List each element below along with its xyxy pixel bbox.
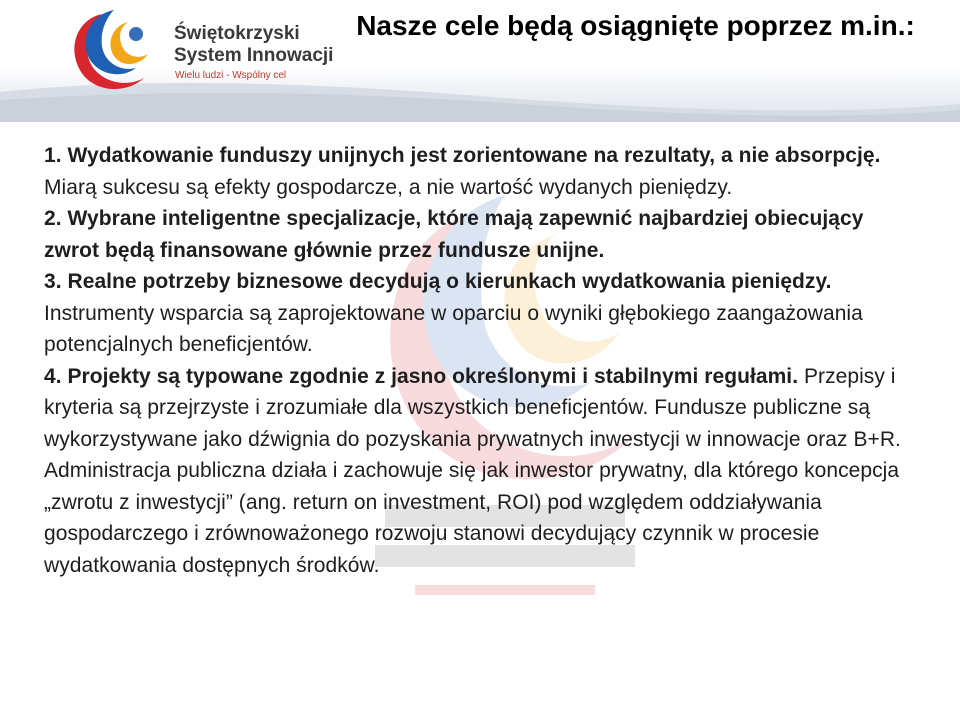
list-item bbox=[44, 140, 924, 203]
list-item bbox=[44, 266, 924, 361]
logo-tagline: Wielu ludzi - Wspólny cel bbox=[175, 70, 287, 81]
item-3-lead: 3. Realne potrzeby biznesowe decydują o kierunkach wydatkowania pieniędzy. bbox=[44, 270, 832, 293]
list-item bbox=[44, 203, 924, 266]
slide-title: Nasze cele będą osiągnięte poprzez m.in.: bbox=[356, 10, 915, 41]
item-2-lead: 2. Wybrane inteligentne specjalizacje, które mają zapewnić najbardziej obiecujący zwrot będą finansowane głównie przez fundusze unijne. bbox=[44, 207, 864, 262]
swirl-logo-icon bbox=[62, 4, 172, 100]
logo-name-line-2: System Innowacji bbox=[174, 45, 334, 66]
item-3-text: Instrumenty wsparcia są zaprojektowane w oparciu o wyniki głębokiego zaangażowania potencjalnych beneficjentów. bbox=[44, 301, 863, 356]
list-item bbox=[44, 361, 924, 582]
item-1-text: Miarą sukcesu są efekty gospodarcze, a nie wartość wydanych pieniędzy. bbox=[44, 175, 733, 199]
item-4-lead: 4. Projekty są typowane zgodnie z jasno określonymi i stabilnymi regułami. bbox=[44, 364, 799, 388]
logo bbox=[62, 4, 332, 100]
content-body bbox=[44, 140, 924, 581]
logo-name-line-1: Świętokrzyski bbox=[174, 23, 300, 44]
item-4-text: Przepisy i kryteria są przejrzyste i zrozumiałe dla wszystkich beneficjentów. Fundusze publiczne są wykorzystywane jako dźwignia do pozyskania prywatnych inwestycji w innowacje oraz B+R. Administracja publiczna działa i zachowuje się jak inwestor prywatny, dla którego koncepcja „zwrotu z inwestycji” (ang. return on investment, ROI) pod względem oddziaływania gospodarczego i zrównoważonego rozwoju stanowi decydujący czynnik w procesie wydatkowania dostępnych środków. bbox=[44, 364, 901, 577]
item-1-lead: 1. Wydatkowanie funduszy unijnych jest zorientowane na rezultaty, a nie absorpcję. bbox=[44, 144, 881, 167]
